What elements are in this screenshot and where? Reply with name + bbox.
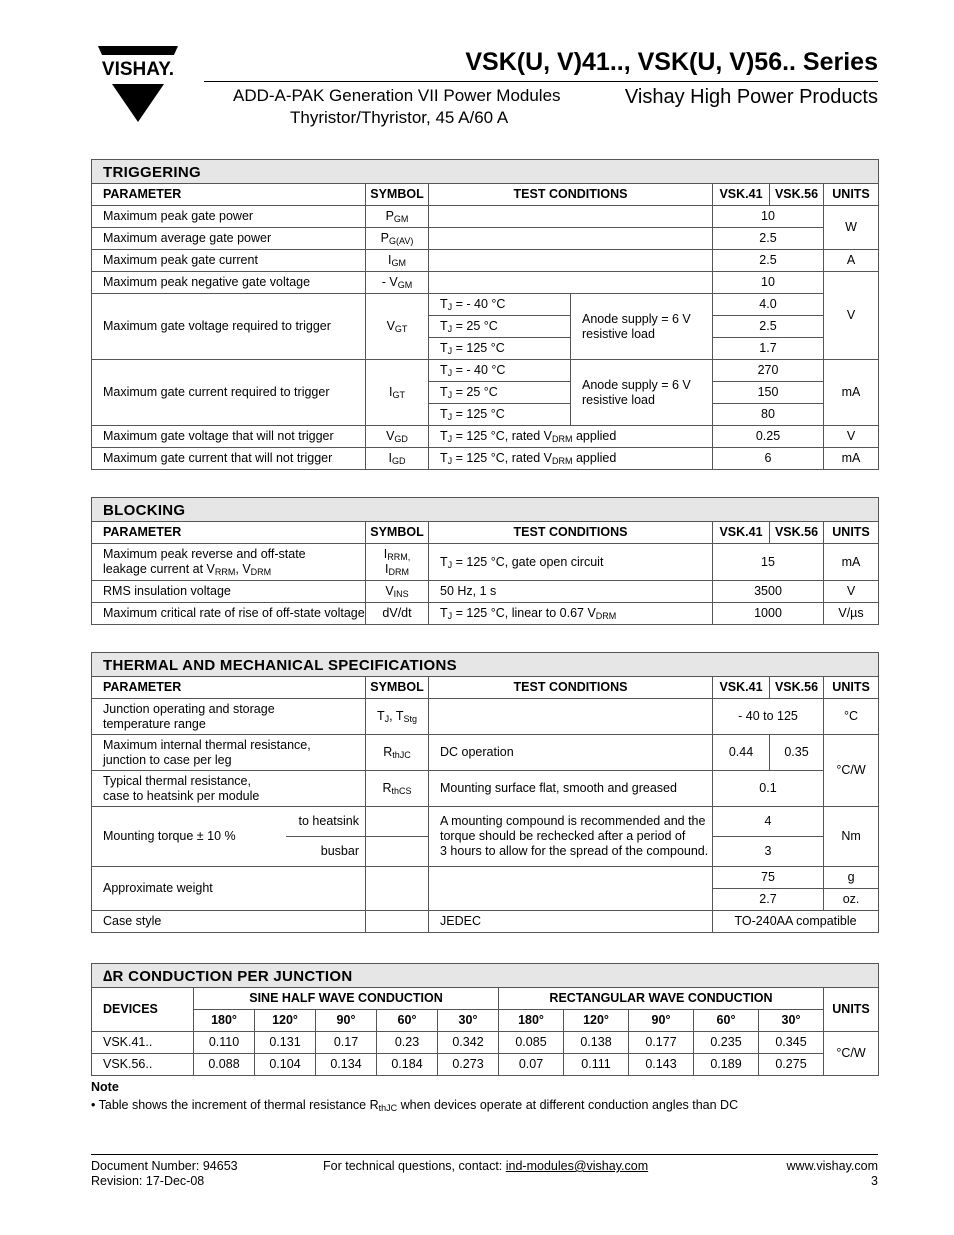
header-rule <box>204 81 878 82</box>
value-cell: 0.35 <box>770 735 824 771</box>
col-units: UNITS <box>824 184 879 206</box>
param-cell: Maximum average gate power <box>92 228 366 250</box>
value-cell: 270 <box>713 360 824 382</box>
angle-cell: 60° <box>377 1010 438 1032</box>
angle-cell: 120° <box>255 1010 316 1032</box>
value-cell: 10 <box>713 206 824 228</box>
symbol-cell: $V_{GD}$ <box>366 426 429 448</box>
unit-cell: °C <box>824 699 879 735</box>
symbol-cell: $V_{INS}$ <box>366 581 429 603</box>
param-cell: Maximum gate voltage that will not trigger <box>92 426 366 448</box>
value-cell: 0.342 <box>438 1032 499 1054</box>
value-cell: - 40 to 125 <box>713 699 824 735</box>
param-cell: Approximate weight <box>92 867 366 911</box>
symbol-cell <box>366 807 429 837</box>
torque-heatsink-label: to heatsink <box>286 807 366 837</box>
cond-cell <box>429 228 713 250</box>
website-link[interactable]: www.vishay.com <box>786 1159 878 1173</box>
value-cell: 2.5 <box>713 228 824 250</box>
symbol-cell: dV/dt <box>366 603 429 625</box>
blocking-table <box>91 497 879 625</box>
unit-cell: mA <box>824 448 879 470</box>
param-cell: Junction operating and storage temperature range <box>92 699 366 735</box>
table-row <box>92 867 879 889</box>
col-rect: RECTANGULAR WAVE CONDUCTION <box>499 988 824 1010</box>
table-row <box>92 294 879 316</box>
col-parameter: PARAMETER <box>92 677 366 699</box>
cond-cell: $T_J = 125$ °C, rated $V_{DRM}$ applied <box>429 426 713 448</box>
table-row <box>92 360 879 382</box>
symbol-cell: $T_J$, $T_{Stg}$ <box>366 699 429 735</box>
angle-cell: 30° <box>759 1010 824 1032</box>
table-row <box>92 807 879 837</box>
cond-cell: Mounting surface flat, smooth and greased <box>429 771 713 807</box>
conduction-table <box>91 963 879 1076</box>
value-cell: 1.7 <box>713 338 824 360</box>
cond-cell: $T_J = 25$ °C <box>429 316 571 338</box>
value-cell: 0.275 <box>759 1054 824 1076</box>
param-cell: Maximum peak gate power <box>92 206 366 228</box>
device-cell: VSK.56.. <box>92 1054 194 1076</box>
table-row <box>92 1032 879 1054</box>
col-symbol: SYMBOL <box>366 184 429 206</box>
value-cell: 0.111 <box>564 1054 629 1076</box>
table-row <box>92 699 879 735</box>
supply-cell: Anode supply = 6 V resistive load <box>571 294 713 360</box>
value-cell: TO-240AA compatible <box>713 911 879 933</box>
symbol-cell: $P_{GM}$ <box>366 206 429 228</box>
col-symbol: SYMBOL <box>366 522 429 544</box>
device-cell: VSK.41.. <box>92 1032 194 1054</box>
unit-cell: mA <box>824 544 879 581</box>
angle-row <box>92 1010 879 1032</box>
footer-rule <box>91 1154 878 1155</box>
angle-cell: 180° <box>499 1010 564 1032</box>
footer-doc-info <box>91 1159 238 1189</box>
unit-cell: W <box>824 206 879 250</box>
cond-cell <box>429 250 713 272</box>
value-cell: 0.189 <box>694 1054 759 1076</box>
param-cell: Maximum internal thermal resistance, junction to case per leg <box>92 735 366 771</box>
table-row <box>92 544 879 581</box>
param-cell: Maximum gate current required to trigger <box>92 360 366 426</box>
col-vsk41: VSK.41 <box>713 677 770 699</box>
cond-cell: $T_J$ = - 40 °C <box>429 294 571 316</box>
value-cell: 0.1 <box>713 771 824 807</box>
value-cell: 150 <box>713 382 824 404</box>
header-row <box>92 184 879 206</box>
symbol-cell: $I_{GM}$ <box>366 250 429 272</box>
value-cell: 80 <box>713 404 824 426</box>
col-vsk41: VSK.41 <box>713 184 770 206</box>
col-vsk56: VSK.56 <box>770 522 824 544</box>
torque-busbar-label: busbar <box>286 837 366 867</box>
contact-email-link[interactable]: ind-modules@vishay.com <box>505 1159 649 1173</box>
cond-cell: JEDEC <box>429 911 713 933</box>
col-vsk56: VSK.56 <box>770 184 824 206</box>
vishay-logo <box>92 46 184 122</box>
symbol-cell: $R_{thCS}$ <box>366 771 429 807</box>
value-cell: 0.235 <box>694 1032 759 1054</box>
symbol-cell <box>366 867 429 911</box>
value-cell: 1000 <box>713 603 824 625</box>
unit-cell: g <box>824 867 879 889</box>
cond-cell <box>429 206 713 228</box>
triggering-table <box>91 159 879 470</box>
cond-cell: $T_J$ = - 40 °C <box>429 360 571 382</box>
value-cell: 0.273 <box>438 1054 499 1076</box>
unit-cell: Nm <box>824 807 879 867</box>
angle-cell: 90° <box>316 1010 377 1032</box>
col-test-conditions: TEST CONDITIONS <box>429 522 713 544</box>
value-cell: 15 <box>713 544 824 581</box>
value-cell: 4.0 <box>713 294 824 316</box>
section-title: TRIGGERING <box>92 160 879 184</box>
cond-cell: $T_J = 125$ °C <box>429 404 571 426</box>
value-cell: 4 <box>713 807 824 837</box>
symbol-cell: - $V_{GM}$ <box>366 272 429 294</box>
table-row <box>92 581 879 603</box>
table-row <box>92 426 879 448</box>
cond-cell: $T_J = 125$ °C, rated $V_{DRM}$ applied <box>429 448 713 470</box>
thermal-table <box>91 652 879 933</box>
col-vsk41: VSK.41 <box>713 522 770 544</box>
value-cell: 75 <box>713 867 824 889</box>
cond-cell: A mounting compound is recommended and the torque should be rechecked after a period of 3 hours to allow for the spread of the compound. <box>429 807 713 867</box>
table-row <box>92 771 879 807</box>
supply-cell: Anode supply = 6 V resistive load <box>571 360 713 426</box>
col-sine: SINE HALF WAVE CONDUCTION <box>194 988 499 1010</box>
unit-cell: °C/W <box>824 735 879 807</box>
section-title: BLOCKING <box>92 498 879 522</box>
table-row <box>92 272 879 294</box>
symbol-cell: $I_{GD}$ <box>366 448 429 470</box>
unit-cell: V <box>824 581 879 603</box>
param-cell: Maximum gate voltage required to trigger <box>92 294 366 360</box>
brand-name: Vishay High Power Products <box>624 86 878 108</box>
header-row <box>92 522 879 544</box>
value-cell: 0.23 <box>377 1032 438 1054</box>
header-row <box>92 677 879 699</box>
revision: Revision: 17-Dec-08 <box>91 1174 205 1188</box>
angle-cell: 60° <box>694 1010 759 1032</box>
unit-cell: oz. <box>824 889 879 911</box>
cond-cell <box>429 272 713 294</box>
unit-cell: A <box>824 250 879 272</box>
angle-cell: 120° <box>564 1010 629 1032</box>
value-cell: 0.25 <box>713 426 824 448</box>
cond-cell: $T_J = 125$ °C, gate open circuit <box>429 544 713 581</box>
doc-number: Document Number: 94653 <box>91 1159 238 1173</box>
table-row <box>92 603 879 625</box>
col-units: UNITS <box>824 522 879 544</box>
footer-site <box>787 1159 878 1189</box>
subtitle-line1: ADD-A-PAK Generation VII Power Modules <box>233 86 561 105</box>
value-cell: 0.177 <box>629 1032 694 1054</box>
table-row <box>92 206 879 228</box>
value-cell: 0.110 <box>194 1032 255 1054</box>
unit-cell: V <box>824 272 879 360</box>
cond-cell <box>429 699 713 735</box>
page-title: VSK(U, V)41.., VSK(U, V)56.. Series <box>465 48 878 76</box>
param-cell: RMS insulation voltage <box>92 581 366 603</box>
value-cell: 0.07 <box>499 1054 564 1076</box>
page-number: 3 <box>871 1174 878 1188</box>
col-parameter: PARAMETER <box>92 184 366 206</box>
unit-cell: °C/W <box>824 1032 879 1076</box>
angle-cell: 30° <box>438 1010 499 1032</box>
value-cell: 10 <box>713 272 824 294</box>
cond-cell: $T_J = 25$ °C <box>429 382 571 404</box>
cond-cell: 50 Hz, 1 s <box>429 581 713 603</box>
value-cell: 0.345 <box>759 1032 824 1054</box>
table-row <box>92 735 879 771</box>
param-cell: Maximum gate current that will not trigger <box>92 448 366 470</box>
svg-text:VISHAY.: VISHAY. <box>101 59 175 80</box>
param-cell: Typical thermal resistance, case to heatsink per module <box>92 771 366 807</box>
value-cell: 3500 <box>713 581 824 603</box>
cond-cell: $T_J = 125$ °C <box>429 338 571 360</box>
value-cell: 0.44 <box>713 735 770 771</box>
symbol-cell: $V_{GT}$ <box>366 294 429 360</box>
param-cell: Maximum peak gate current <box>92 250 366 272</box>
angle-cell: 90° <box>629 1010 694 1032</box>
note-title: Note <box>91 1080 119 1094</box>
note-text: • Table shows the increment of thermal resistance $R_{thJC}$ when devices operate at different conduction angles than DC <box>91 1098 739 1113</box>
value-cell: 0.134 <box>316 1054 377 1076</box>
value-cell: 0.138 <box>564 1032 629 1054</box>
cond-cell: $T_J = 125$ °C, linear to 0.67 $V_{DRM}$ <box>429 603 713 625</box>
subtitle-line2: Thyristor/Thyristor, 45 A/60 A <box>290 108 509 127</box>
symbol-cell: $R_{thJC}$ <box>366 735 429 771</box>
cond-cell <box>429 867 713 911</box>
value-cell: 0.085 <box>499 1032 564 1054</box>
table-row <box>92 250 879 272</box>
param-cell: Case style <box>92 911 366 933</box>
table-row <box>92 911 879 933</box>
col-test-conditions: TEST CONDITIONS <box>429 677 713 699</box>
cond-cell: DC operation <box>429 735 713 771</box>
table-row <box>92 448 879 470</box>
param-cell: Maximum peak reverse and off-state leakage current at $V_{RRM}$, $V_{DRM}$ <box>92 544 366 581</box>
symbol-cell: $P_{G(AV)}$ <box>366 228 429 250</box>
header-row <box>92 988 879 1010</box>
param-cell: Maximum peak negative gate voltage <box>92 272 366 294</box>
value-cell: 6 <box>713 448 824 470</box>
table-row <box>92 1054 879 1076</box>
footer-contact: For technical questions, contact: ind-modules@vishay.com <box>323 1159 649 1173</box>
unit-cell: mA <box>824 360 879 426</box>
symbol-cell <box>366 911 429 933</box>
value-cell: 0.143 <box>629 1054 694 1076</box>
value-cell: 0.184 <box>377 1054 438 1076</box>
section-title: THERMAL AND MECHANICAL SPECIFICATIONS <box>92 653 879 677</box>
col-vsk56: VSK.56 <box>770 677 824 699</box>
value-cell: 3 <box>713 837 824 867</box>
value-cell: 2.7 <box>713 889 824 911</box>
col-devices: DEVICES <box>92 988 194 1032</box>
value-cell: 0.088 <box>194 1054 255 1076</box>
symbol-cell <box>366 837 429 867</box>
col-test-conditions: TEST CONDITIONS <box>429 184 713 206</box>
value-cell: 0.131 <box>255 1032 316 1054</box>
col-units: UNITS <box>824 988 879 1032</box>
unit-cell: V/µs <box>824 603 879 625</box>
col-symbol: SYMBOL <box>366 677 429 699</box>
symbol-cell: $I_{RRM,}$ $I_{DRM}$ <box>366 544 429 581</box>
param-cell: Maximum critical rate of rise of off-state voltage <box>92 603 366 625</box>
section-title: ∆R CONDUCTION PER JUNCTION <box>92 964 879 988</box>
value-cell: 2.5 <box>713 316 824 338</box>
unit-cell: V <box>824 426 879 448</box>
angle-cell: 180° <box>194 1010 255 1032</box>
value-cell: 0.17 <box>316 1032 377 1054</box>
value-cell: 2.5 <box>713 250 824 272</box>
symbol-cell: $I_{GT}$ <box>366 360 429 426</box>
value-cell: 0.104 <box>255 1054 316 1076</box>
col-units: UNITS <box>824 677 879 699</box>
param-cell: Mounting torque ± 10 % <box>92 807 286 867</box>
table-row <box>92 228 879 250</box>
col-parameter: PARAMETER <box>92 522 366 544</box>
